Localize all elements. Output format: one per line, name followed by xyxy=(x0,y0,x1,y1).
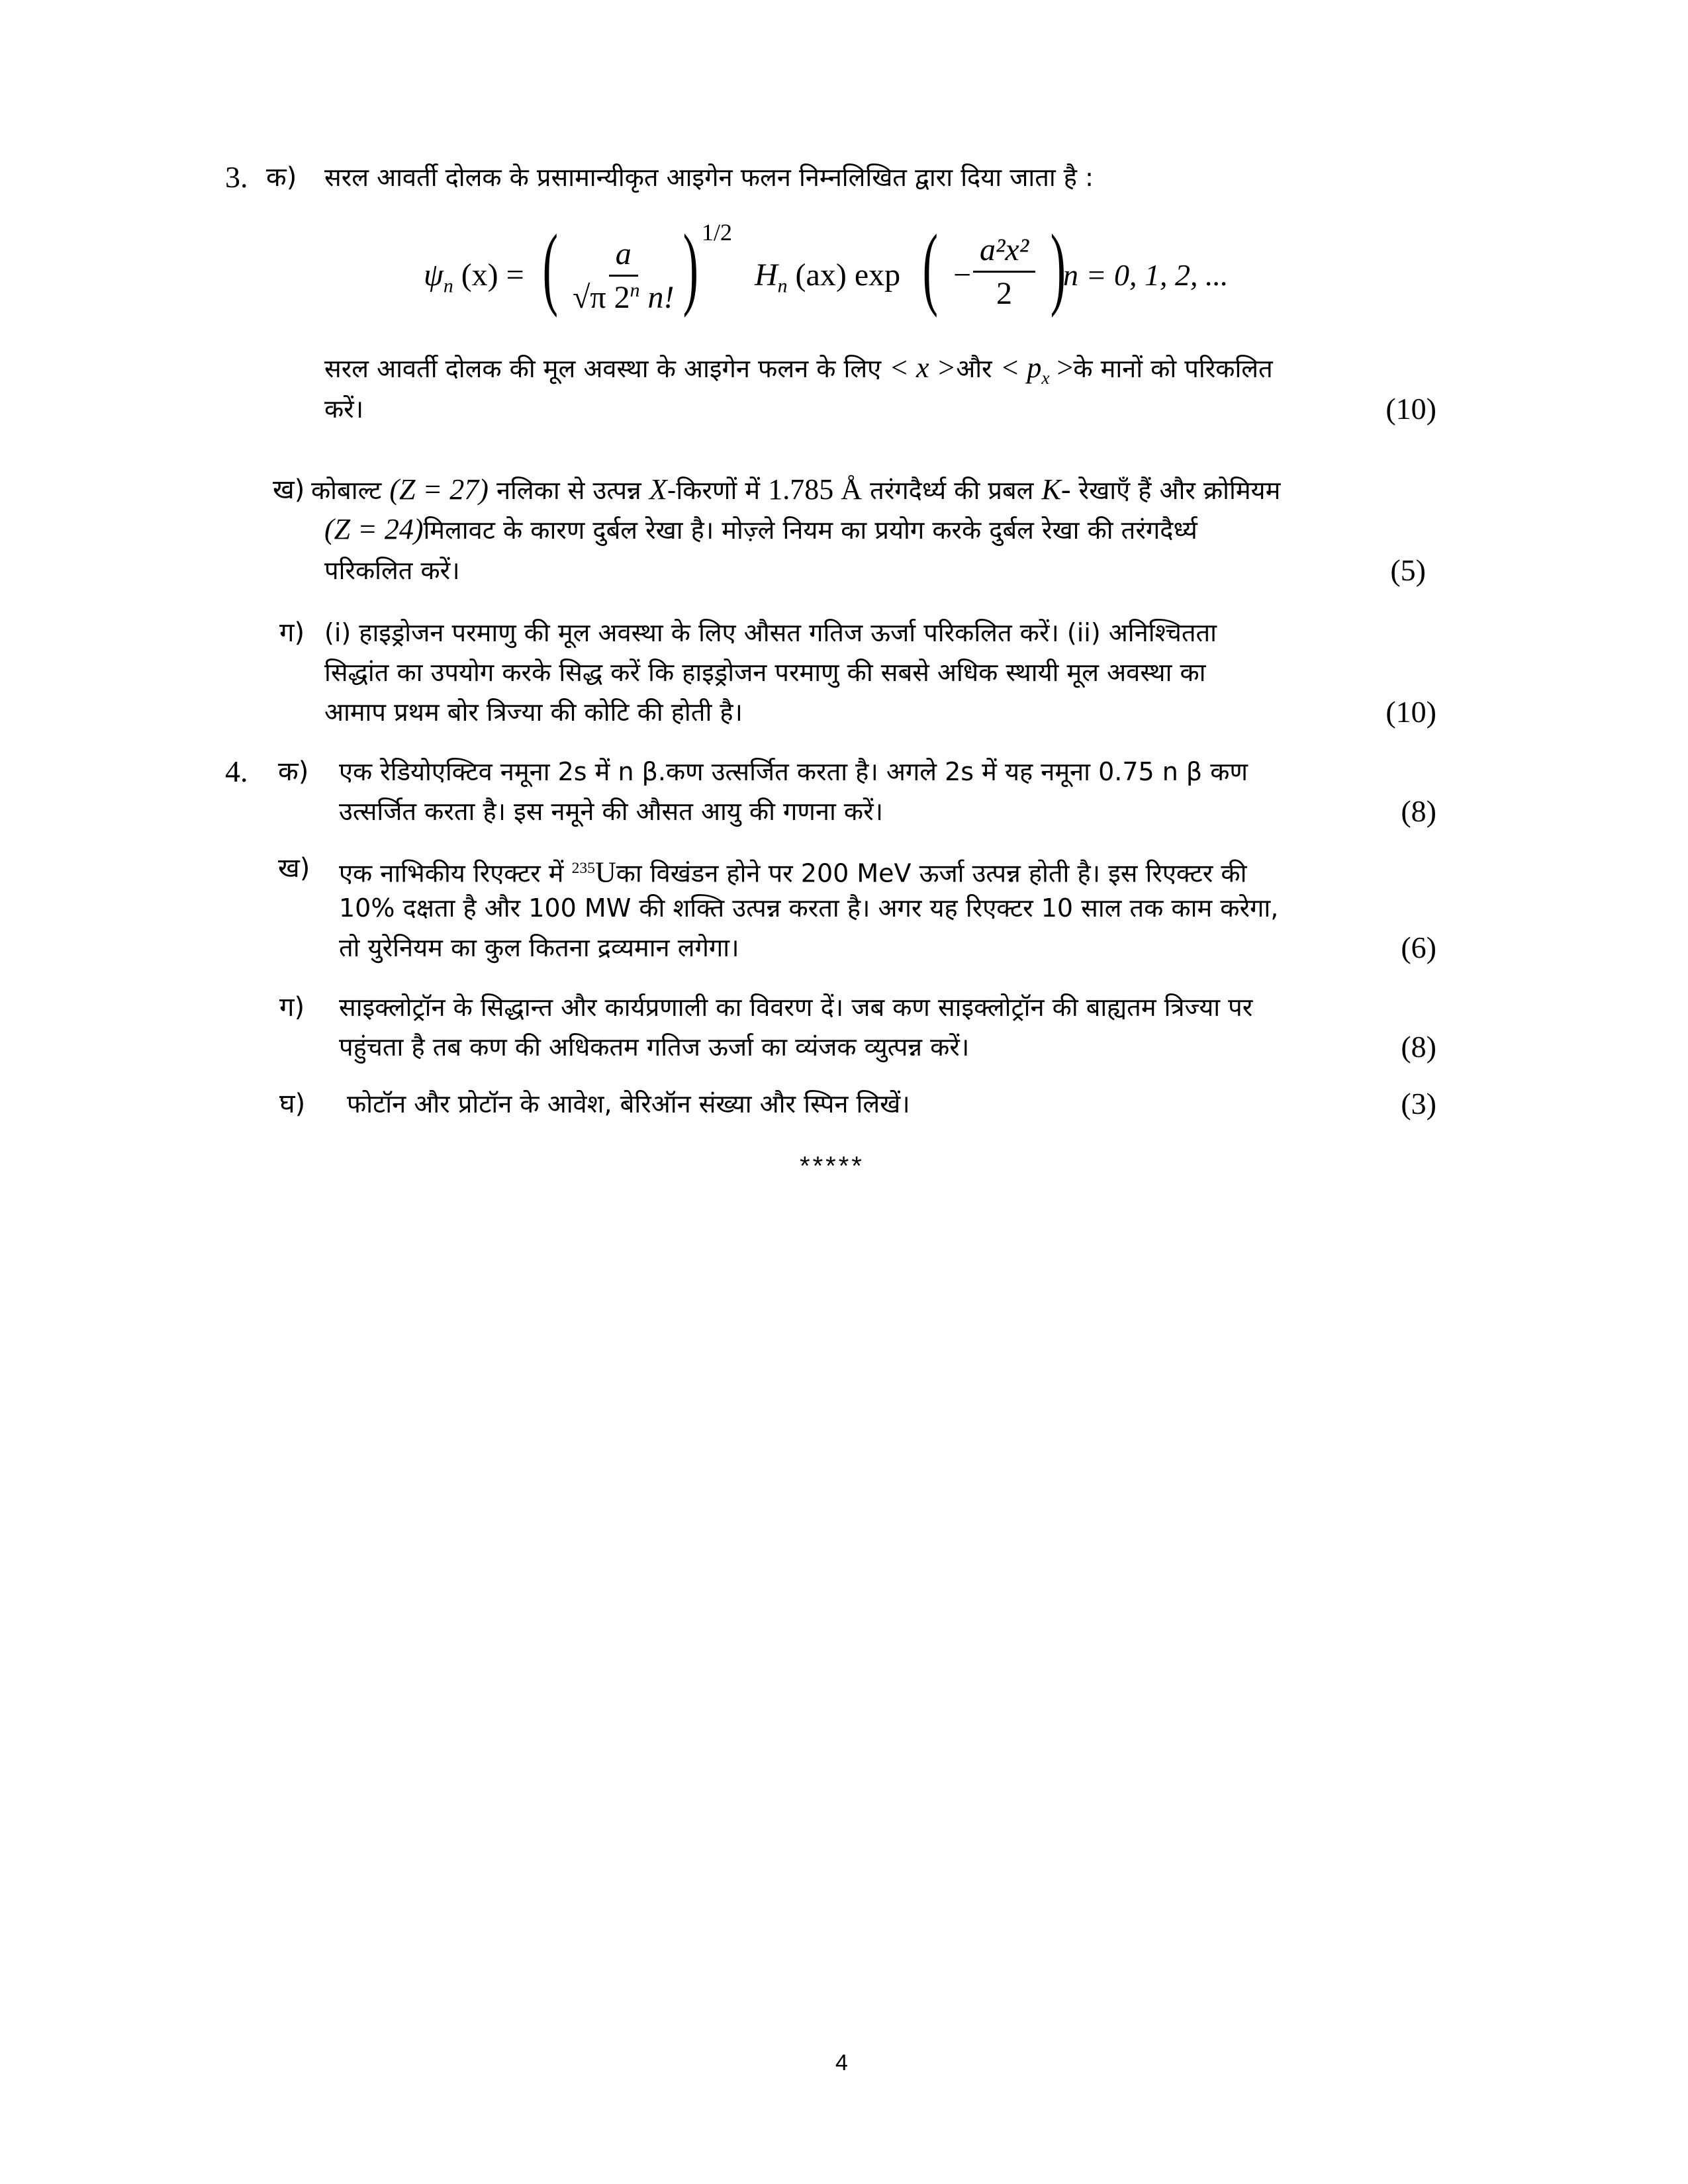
question-text: तो युरेनियम का कुल कितना द्रव्यमान लगेगा। xyxy=(339,933,739,962)
question-text: करें। xyxy=(324,394,364,424)
question-text: सिद्धांत का उपयोग करके सिद्ध करें कि हाइड्रोजन परमाणु की सबसे अधिक स्थायी मूल अवस्था का xyxy=(324,658,1206,687)
part-label: क) xyxy=(278,756,309,787)
end-marker: ***** xyxy=(800,1152,865,1181)
marks: (8) xyxy=(1401,1030,1436,1064)
power-half: 1/2 xyxy=(702,219,733,246)
question-text: साइक्लोट्रॉन के सिद्धान्त और कार्यप्रणाली का विवरण दें। जब कण साइक्लोट्रॉन की बाह्यतम त्रिज्या पर xyxy=(339,993,1253,1022)
exp-sign: − xyxy=(953,257,972,293)
part-label: ग) xyxy=(279,992,305,1023)
part-label: घ) xyxy=(279,1089,306,1119)
question-text: एक रेडियोएक्टिव नमूना 2s में n β.कण उत्सर्जित करता है। अगले 2s में यह नमूना 0.75 n β कण xyxy=(339,757,1248,786)
left-paren: ( xyxy=(542,216,558,318)
marks: (6) xyxy=(1401,931,1436,964)
question-text: (i) हाइड्रोजन परमाणु की मूल अवस्था के लिए औसत गतिज ऊर्जा परिकलित करें। (ii) अनिश्चितता xyxy=(324,618,1217,647)
n-range: n = 0, 1, 2, ... xyxy=(1063,258,1229,292)
question-number: 3. xyxy=(225,160,248,194)
question-text: एक नाभिकीय रिएक्टर में $^{235}$Uका विखंडन होने पर 200 MeV ऊर्जा उत्पन्न होती है। इस रिएक्टर की xyxy=(339,856,1247,889)
part-label: ग) xyxy=(279,617,305,648)
question-text: पहुंचता है तब कण की अधिकतम गतिज ऊर्जा का व्यंजक व्युत्पन्न करें। xyxy=(339,1032,970,1062)
page-number: 4 xyxy=(835,2050,848,2075)
question-text: उत्सर्जित करता है। इस नमूने की औसत आयु की गणना करें। xyxy=(339,797,884,826)
question-text: परिकलित करें। xyxy=(324,556,460,585)
exp-right-paren: ) xyxy=(1050,216,1066,318)
marks: (10) xyxy=(1385,695,1436,729)
hermite-term: $H_n$ (ax) exp xyxy=(755,257,901,297)
normalization-fraction: $\frac{a}{√\pi 2^n n!}$ xyxy=(573,236,675,315)
question-text: सरल आवर्ती दोलक के प्रसामान्यीकृत आइगेन फलन निम्नलिखित द्वारा दिया जाता है : xyxy=(324,163,1094,192)
marks: (10) xyxy=(1385,392,1436,426)
question-text: फोटॉन और प्रोटॉन के आवेश, बेरिऑन संख्या और स्पिन लिखें। xyxy=(347,1089,910,1118)
question-text: 10% दक्षता है और 100 MW की शक्ति उत्पन्न करता है। अगर यह रिएक्टर 10 साल तक काम करेगा, xyxy=(339,893,1279,923)
part-label: ख) xyxy=(273,475,305,505)
question-text: कोबाल्ट (Z = 27) नलिका से उत्पन्न X-किरणों में 1.785 Å तरंगदैर्ध्य की प्रबल K- रेखाएँ हैं और क्रोमियम xyxy=(311,473,1281,506)
part-label: क) xyxy=(266,162,297,193)
question-number: 4. xyxy=(225,754,248,788)
right-paren: ) xyxy=(682,216,698,318)
marks: (3) xyxy=(1401,1087,1436,1120)
question-text: (Z = 24)मिलावट के कारण दुर्बल रेखा है। मोज़्ले नियम का प्रयोग करके दुर्बल रेखा की तरंगदैर्ध्य xyxy=(324,513,1197,545)
marks: (8) xyxy=(1401,794,1436,828)
exp-left-paren: ( xyxy=(922,216,938,318)
question-text: सरल आवर्ती दोलक की मूल अवस्था के आइगेन फलन के लिए < x >और < $p_x$ >के मानों को परिकलित xyxy=(324,351,1273,388)
part-label: ख) xyxy=(278,853,310,884)
question-text: आमाप प्रथम बोर त्रिज्या की कोटि की होती है। xyxy=(324,698,743,727)
marks: (5) xyxy=(1390,553,1426,587)
eq-lhs: $\psi_n$ (x) = xyxy=(424,257,524,297)
exp-fraction: $\frac{\text{a²x²}}{2}$ xyxy=(973,232,1035,312)
